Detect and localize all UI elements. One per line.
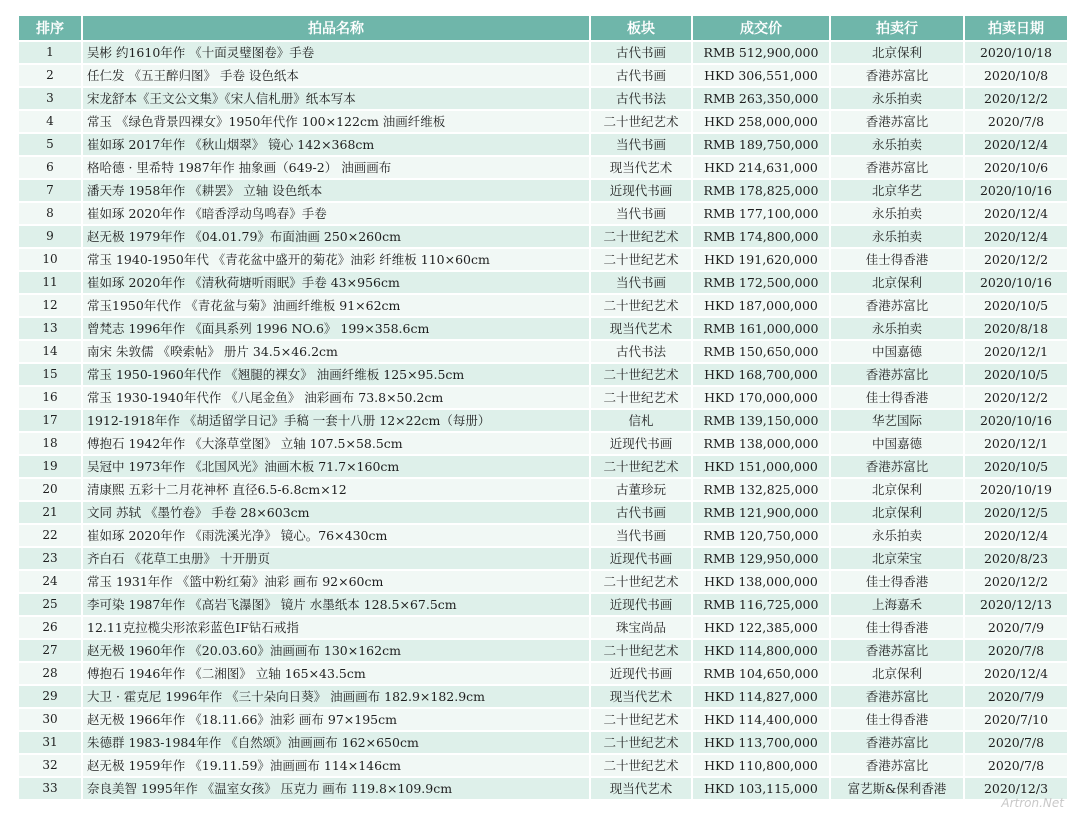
rank-cell: 10 bbox=[19, 249, 81, 270]
date-cell: 2020/12/2 bbox=[965, 387, 1067, 408]
date-cell: 2020/12/4 bbox=[965, 203, 1067, 224]
date-cell: 2020/7/9 bbox=[965, 686, 1067, 707]
lot-name-cell: 傅抱石 1946年作 《二湘图》 立轴 165×43.5cm bbox=[83, 663, 589, 684]
lot-name-cell: 齐白石 《花草工虫册》 十开册页 bbox=[83, 548, 589, 569]
lot-name-cell: 崔如琢 2020年作 《暗香浮动鸟鸣春》手卷 bbox=[83, 203, 589, 224]
header-price: 成交价 bbox=[693, 16, 829, 40]
rank-cell: 32 bbox=[19, 755, 81, 776]
table-row bbox=[19, 617, 1067, 638]
price-cell: HKD 103,115,000 bbox=[693, 778, 829, 799]
date-cell: 2020/12/1 bbox=[965, 341, 1067, 362]
auction-house-cell: 中国嘉德 bbox=[831, 341, 963, 362]
lot-name-cell: 文同 苏轼 《墨竹卷》 手卷 28×603cm bbox=[83, 502, 589, 523]
table-row bbox=[19, 203, 1067, 224]
lot-name-cell: 吴彬 约1610年作 《十面灵璧图卷》手卷 bbox=[83, 42, 589, 63]
rank-cell: 9 bbox=[19, 226, 81, 247]
lot-name-cell: 赵无极 1960年作 《20.03.60》油画画布 130×162cm bbox=[83, 640, 589, 661]
category-cell: 二十世纪艺术 bbox=[591, 732, 691, 753]
auction-house-cell: 佳士得香港 bbox=[831, 709, 963, 730]
lot-name-cell: 宋龙舒本《王文公文集》《宋人信札册》纸本写本 bbox=[83, 88, 589, 109]
rank-cell: 8 bbox=[19, 203, 81, 224]
lot-name-cell: 1912-1918年作 《胡适留学日记》手稿 一套十八册 12×22cm（每册） bbox=[83, 410, 589, 431]
lot-name-cell: 李可染 1987年作 《高岩飞瀑图》 镜片 水墨纸本 128.5×67.5cm bbox=[83, 594, 589, 615]
auction-house-cell: 北京保利 bbox=[831, 42, 963, 63]
header-rank: 排序 bbox=[19, 16, 81, 40]
price-cell: RMB 129,950,000 bbox=[693, 548, 829, 569]
date-cell: 2020/10/5 bbox=[965, 295, 1067, 316]
auction-house-cell: 中国嘉德 bbox=[831, 433, 963, 454]
table-row bbox=[19, 456, 1067, 477]
price-cell: RMB 150,650,000 bbox=[693, 341, 829, 362]
lot-name-cell: 格哈德 · 里希特 1987年作 抽象画（649-2） 油画画布 bbox=[83, 157, 589, 178]
date-cell: 2020/10/8 bbox=[965, 65, 1067, 86]
table-row bbox=[19, 226, 1067, 247]
rank-cell: 11 bbox=[19, 272, 81, 293]
date-cell: 2020/10/16 bbox=[965, 410, 1067, 431]
rank-cell: 17 bbox=[19, 410, 81, 431]
category-cell: 二十世纪艺术 bbox=[591, 364, 691, 385]
table-row bbox=[19, 318, 1067, 339]
price-cell: HKD 122,385,000 bbox=[693, 617, 829, 638]
table-row bbox=[19, 387, 1067, 408]
category-cell: 古代书画 bbox=[591, 42, 691, 63]
lot-name-cell: 常玉 1940-1950年代 《青花盆中盛开的菊花》油彩 纤维板 110×60cm bbox=[83, 249, 589, 270]
table-row bbox=[19, 249, 1067, 270]
category-cell: 古代书画 bbox=[591, 65, 691, 86]
category-cell: 近现代书画 bbox=[591, 433, 691, 454]
auction-house-cell: 华艺国际 bbox=[831, 410, 963, 431]
category-cell: 古代书法 bbox=[591, 88, 691, 109]
lot-name-cell: 大卫 · 霍克尼 1996年作 《三十朵向日葵》 油画画布 182.9×182.9cm bbox=[83, 686, 589, 707]
rank-cell: 4 bbox=[19, 111, 81, 132]
category-cell: 信札 bbox=[591, 410, 691, 431]
header-lot-name: 拍品名称 bbox=[83, 16, 589, 40]
rank-cell: 2 bbox=[19, 65, 81, 86]
date-cell: 2020/12/4 bbox=[965, 134, 1067, 155]
price-cell: RMB 161,000,000 bbox=[693, 318, 829, 339]
auction-house-cell: 永乐拍卖 bbox=[831, 88, 963, 109]
table-row bbox=[19, 571, 1067, 592]
rank-cell: 1 bbox=[19, 42, 81, 63]
date-cell: 2020/8/23 bbox=[965, 548, 1067, 569]
price-cell: HKD 110,800,000 bbox=[693, 755, 829, 776]
table-row bbox=[19, 272, 1067, 293]
category-cell: 近现代书画 bbox=[591, 548, 691, 569]
category-cell: 古董珍玩 bbox=[591, 479, 691, 500]
category-cell: 现当代艺术 bbox=[591, 686, 691, 707]
auction-house-cell: 香港苏富比 bbox=[831, 157, 963, 178]
lot-name-cell: 赵无极 1966年作 《18.11.66》油彩 画布 97×195cm bbox=[83, 709, 589, 730]
category-cell: 当代书画 bbox=[591, 525, 691, 546]
rank-cell: 3 bbox=[19, 88, 81, 109]
auction-house-cell: 佳士得香港 bbox=[831, 387, 963, 408]
price-cell: HKD 306,551,000 bbox=[693, 65, 829, 86]
lot-name-cell: 傅抱石 1942年作 《大涤草堂图》 立轴 107.5×58.5cm bbox=[83, 433, 589, 454]
auction-house-cell: 香港苏富比 bbox=[831, 456, 963, 477]
category-cell: 古代书法 bbox=[591, 341, 691, 362]
auction-house-cell: 香港苏富比 bbox=[831, 295, 963, 316]
price-cell: RMB 116,725,000 bbox=[693, 594, 829, 615]
price-cell: HKD 114,400,000 bbox=[693, 709, 829, 730]
price-cell: HKD 187,000,000 bbox=[693, 295, 829, 316]
price-cell: HKD 170,000,000 bbox=[693, 387, 829, 408]
category-cell: 珠宝尚品 bbox=[591, 617, 691, 638]
category-cell: 近现代书画 bbox=[591, 180, 691, 201]
table-row bbox=[19, 180, 1067, 201]
table-row bbox=[19, 364, 1067, 385]
price-cell: RMB 104,650,000 bbox=[693, 663, 829, 684]
auction-house-cell: 北京荣宝 bbox=[831, 548, 963, 569]
lot-name-cell: 崔如琢 2020年作 《清秋荷塘听雨眠》手卷 43×956cm bbox=[83, 272, 589, 293]
date-cell: 2020/12/2 bbox=[965, 249, 1067, 270]
category-cell: 二十世纪艺术 bbox=[591, 111, 691, 132]
price-cell: RMB 177,100,000 bbox=[693, 203, 829, 224]
category-cell: 二十世纪艺术 bbox=[591, 387, 691, 408]
table-row bbox=[19, 134, 1067, 155]
price-cell: HKD 151,000,000 bbox=[693, 456, 829, 477]
price-cell: HKD 113,700,000 bbox=[693, 732, 829, 753]
header-category: 板块 bbox=[591, 16, 691, 40]
price-cell: RMB 139,150,000 bbox=[693, 410, 829, 431]
date-cell: 2020/10/16 bbox=[965, 180, 1067, 201]
lot-name-cell: 常玉 1931年作 《篮中粉红菊》油彩 画布 92×60cm bbox=[83, 571, 589, 592]
auction-house-cell: 北京保利 bbox=[831, 502, 963, 523]
rank-cell: 28 bbox=[19, 663, 81, 684]
auction-house-cell: 永乐拍卖 bbox=[831, 318, 963, 339]
lot-name-cell: 常玉1950年代作 《青花盆与菊》油画纤维板 91×62cm bbox=[83, 295, 589, 316]
price-cell: RMB 172,500,000 bbox=[693, 272, 829, 293]
auction-house-cell: 永乐拍卖 bbox=[831, 134, 963, 155]
table-row bbox=[19, 548, 1067, 569]
rank-cell: 5 bbox=[19, 134, 81, 155]
lot-name-cell: 奈良美智 1995年作 《温室女孩》 压克力 画布 119.8×109.9cm bbox=[83, 778, 589, 799]
auction-house-cell: 北京华艺 bbox=[831, 180, 963, 201]
table-row bbox=[19, 42, 1067, 63]
category-cell: 二十世纪艺术 bbox=[591, 709, 691, 730]
table-row bbox=[19, 65, 1067, 86]
date-cell: 2020/12/4 bbox=[965, 226, 1067, 247]
category-cell: 现当代艺术 bbox=[591, 318, 691, 339]
category-cell: 当代书画 bbox=[591, 272, 691, 293]
table-row bbox=[19, 709, 1067, 730]
price-cell: RMB 174,800,000 bbox=[693, 226, 829, 247]
rank-cell: 24 bbox=[19, 571, 81, 592]
table-header-row bbox=[19, 16, 1067, 40]
price-cell: RMB 121,900,000 bbox=[693, 502, 829, 523]
date-cell: 2020/7/8 bbox=[965, 732, 1067, 753]
table-row bbox=[19, 410, 1067, 431]
category-cell: 二十世纪艺术 bbox=[591, 640, 691, 661]
rank-cell: 21 bbox=[19, 502, 81, 523]
date-cell: 2020/10/6 bbox=[965, 157, 1067, 178]
auction-house-cell: 北京保利 bbox=[831, 479, 963, 500]
price-cell: RMB 512,900,000 bbox=[693, 42, 829, 63]
rank-cell: 20 bbox=[19, 479, 81, 500]
table-row bbox=[19, 778, 1067, 799]
rank-cell: 33 bbox=[19, 778, 81, 799]
auction-house-cell: 北京保利 bbox=[831, 663, 963, 684]
date-cell: 2020/7/9 bbox=[965, 617, 1067, 638]
table-row bbox=[19, 640, 1067, 661]
rank-cell: 19 bbox=[19, 456, 81, 477]
date-cell: 2020/7/8 bbox=[965, 755, 1067, 776]
category-cell: 二十世纪艺术 bbox=[591, 249, 691, 270]
rank-cell: 27 bbox=[19, 640, 81, 661]
auction-house-cell: 佳士得香港 bbox=[831, 249, 963, 270]
price-cell: HKD 114,800,000 bbox=[693, 640, 829, 661]
lot-name-cell: 崔如琢 2020年作 《雨洗溪光净》 镜心。76×430cm bbox=[83, 525, 589, 546]
lot-name-cell: 崔如琢 2017年作 《秋山烟翠》 镜心 142×368cm bbox=[83, 134, 589, 155]
auction-house-cell: 香港苏富比 bbox=[831, 111, 963, 132]
rank-cell: 30 bbox=[19, 709, 81, 730]
price-cell: HKD 258,000,000 bbox=[693, 111, 829, 132]
auction-house-cell: 香港苏富比 bbox=[831, 364, 963, 385]
date-cell: 2020/7/8 bbox=[965, 111, 1067, 132]
price-cell: RMB 178,825,000 bbox=[693, 180, 829, 201]
date-cell: 2020/7/8 bbox=[965, 640, 1067, 661]
rank-cell: 12 bbox=[19, 295, 81, 316]
auction-house-cell: 佳士得香港 bbox=[831, 571, 963, 592]
date-cell: 2020/12/2 bbox=[965, 88, 1067, 109]
rank-cell: 14 bbox=[19, 341, 81, 362]
rank-cell: 18 bbox=[19, 433, 81, 454]
auction-house-cell: 香港苏富比 bbox=[831, 640, 963, 661]
date-cell: 2020/10/5 bbox=[965, 364, 1067, 385]
lot-name-cell: 赵无极 1959年作 《19.11.59》油画画布 114×146cm bbox=[83, 755, 589, 776]
auction-house-cell: 永乐拍卖 bbox=[831, 203, 963, 224]
auction-house-cell: 富艺斯&保利香港 bbox=[831, 778, 963, 799]
auction-house-cell: 永乐拍卖 bbox=[831, 525, 963, 546]
price-cell: RMB 120,750,000 bbox=[693, 525, 829, 546]
category-cell: 当代书画 bbox=[591, 203, 691, 224]
category-cell: 近现代书画 bbox=[591, 663, 691, 684]
table-row bbox=[19, 663, 1067, 684]
auction-house-cell: 香港苏富比 bbox=[831, 65, 963, 86]
table-row bbox=[19, 755, 1067, 776]
rank-cell: 16 bbox=[19, 387, 81, 408]
table-row bbox=[19, 88, 1067, 109]
lot-name-cell: 常玉 《绿色背景四裸女》1950年代作 100×122cm 油画纤维板 bbox=[83, 111, 589, 132]
rank-cell: 31 bbox=[19, 732, 81, 753]
table-row bbox=[19, 732, 1067, 753]
auction-house-cell: 上海嘉禾 bbox=[831, 594, 963, 615]
watermark: Artron.Net bbox=[1001, 796, 1064, 810]
lot-name-cell: 潘天寿 1958年作 《耕罢》 立轴 设色纸本 bbox=[83, 180, 589, 201]
date-cell: 2020/10/16 bbox=[965, 272, 1067, 293]
table-row bbox=[19, 111, 1067, 132]
lot-name-cell: 清康熙 五彩十二月花神杯 直径6.5-6.8cm×12 bbox=[83, 479, 589, 500]
lot-name-cell: 常玉 1930-1940年代作 《八尾金鱼》 油彩画布 73.8×50.2cm bbox=[83, 387, 589, 408]
table-row bbox=[19, 433, 1067, 454]
category-cell: 近现代书画 bbox=[591, 594, 691, 615]
lot-name-cell: 南宋 朱敦儒 《暌索帖》 册片 34.5×46.2cm bbox=[83, 341, 589, 362]
auction-house-cell: 佳士得香港 bbox=[831, 617, 963, 638]
date-cell: 2020/12/4 bbox=[965, 525, 1067, 546]
table-row bbox=[19, 157, 1067, 178]
category-cell: 二十世纪艺术 bbox=[591, 571, 691, 592]
lot-name-cell: 赵无极 1979年作 《04.01.79》布面油画 250×260cm bbox=[83, 226, 589, 247]
category-cell: 二十世纪艺术 bbox=[591, 755, 691, 776]
lot-name-cell: 朱德群 1983-1984年作 《自然颂》油画画布 162×650cm bbox=[83, 732, 589, 753]
header-auction-house: 拍卖行 bbox=[831, 16, 963, 40]
date-cell: 2020/7/10 bbox=[965, 709, 1067, 730]
table-row bbox=[19, 594, 1067, 615]
table-row bbox=[19, 341, 1067, 362]
auction-house-cell: 北京保利 bbox=[831, 272, 963, 293]
category-cell: 现当代艺术 bbox=[591, 778, 691, 799]
date-cell: 2020/12/3 bbox=[965, 778, 1067, 799]
date-cell: 2020/8/18 bbox=[965, 318, 1067, 339]
category-cell: 二十世纪艺术 bbox=[591, 456, 691, 477]
category-cell: 当代书画 bbox=[591, 134, 691, 155]
date-cell: 2020/10/18 bbox=[965, 42, 1067, 63]
price-cell: HKD 191,620,000 bbox=[693, 249, 829, 270]
table-row bbox=[19, 686, 1067, 707]
price-cell: HKD 114,827,000 bbox=[693, 686, 829, 707]
lot-name-cell: 吴冠中 1973年作 《北国风光》油画木板 71.7×160cm bbox=[83, 456, 589, 477]
table-row bbox=[19, 525, 1067, 546]
auction-house-cell: 香港苏富比 bbox=[831, 755, 963, 776]
table-row bbox=[19, 479, 1067, 500]
lot-name-cell: 任仁发 《五王醉归图》 手卷 设色纸本 bbox=[83, 65, 589, 86]
category-cell: 二十世纪艺术 bbox=[591, 295, 691, 316]
date-cell: 2020/12/13 bbox=[965, 594, 1067, 615]
date-cell: 2020/12/4 bbox=[965, 663, 1067, 684]
price-cell: RMB 138,000,000 bbox=[693, 433, 829, 454]
date-cell: 2020/10/5 bbox=[965, 456, 1067, 477]
price-cell: HKD 214,631,000 bbox=[693, 157, 829, 178]
table-body bbox=[19, 42, 1067, 799]
lot-name-cell: 12.11克拉榄尖形浓彩蓝色IF钻石戒指 bbox=[83, 617, 589, 638]
date-cell: 2020/12/1 bbox=[965, 433, 1067, 454]
rank-cell: 15 bbox=[19, 364, 81, 385]
rank-cell: 25 bbox=[19, 594, 81, 615]
rank-cell: 13 bbox=[19, 318, 81, 339]
date-cell: 2020/12/5 bbox=[965, 502, 1067, 523]
rank-cell: 7 bbox=[19, 180, 81, 201]
price-cell: HKD 138,000,000 bbox=[693, 571, 829, 592]
auction-house-cell: 香港苏富比 bbox=[831, 732, 963, 753]
category-cell: 二十世纪艺术 bbox=[591, 226, 691, 247]
category-cell: 古代书画 bbox=[591, 502, 691, 523]
auction-table-container bbox=[17, 14, 1063, 801]
price-cell: RMB 263,350,000 bbox=[693, 88, 829, 109]
price-cell: RMB 132,825,000 bbox=[693, 479, 829, 500]
lot-name-cell: 曾梵志 1996年作 《面具系列 1996 NO.6》 199×358.6cm bbox=[83, 318, 589, 339]
rank-cell: 23 bbox=[19, 548, 81, 569]
rank-cell: 26 bbox=[19, 617, 81, 638]
auction-house-cell: 香港苏富比 bbox=[831, 686, 963, 707]
header-date: 拍卖日期 bbox=[965, 16, 1067, 40]
auction-ranking-table bbox=[17, 14, 1069, 801]
lot-name-cell: 常玉 1950-1960年代作 《翘腿的裸女》 油画纤维板 125×95.5cm bbox=[83, 364, 589, 385]
auction-house-cell: 永乐拍卖 bbox=[831, 226, 963, 247]
rank-cell: 29 bbox=[19, 686, 81, 707]
category-cell: 现当代艺术 bbox=[591, 157, 691, 178]
date-cell: 2020/10/19 bbox=[965, 479, 1067, 500]
rank-cell: 22 bbox=[19, 525, 81, 546]
date-cell: 2020/12/2 bbox=[965, 571, 1067, 592]
rank-cell: 6 bbox=[19, 157, 81, 178]
price-cell: RMB 189,750,000 bbox=[693, 134, 829, 155]
table-row bbox=[19, 502, 1067, 523]
price-cell: HKD 168,700,000 bbox=[693, 364, 829, 385]
table-row bbox=[19, 295, 1067, 316]
